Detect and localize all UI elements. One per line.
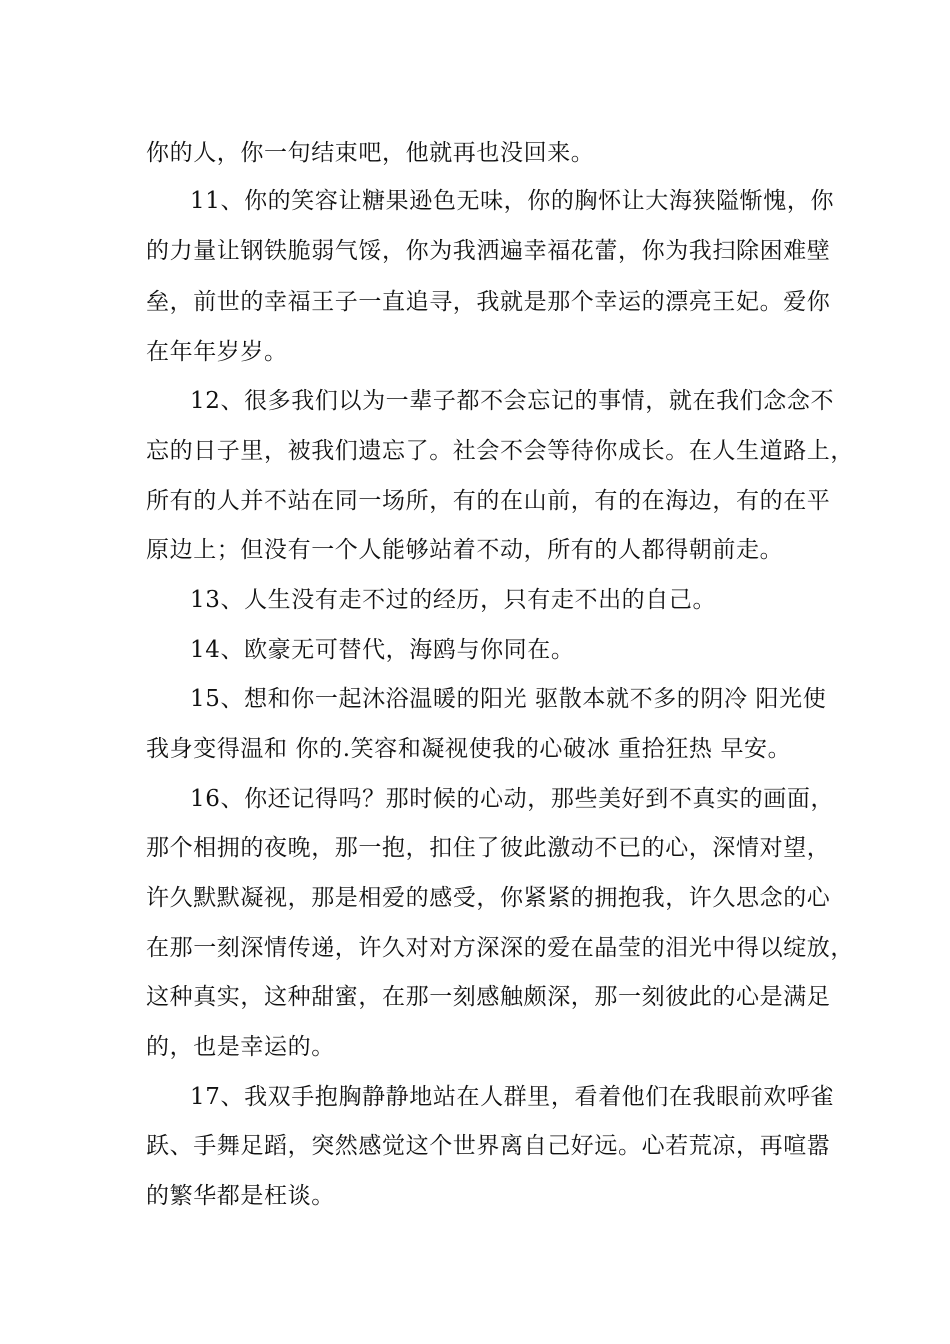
text-line: 的，也是幸运的。 bbox=[146, 1034, 335, 1060]
text-line: 14、欧豪无可替代，海鸥与你同在。 bbox=[190, 637, 575, 663]
text-line: 17、我双手抱胸静静地站在人群里，看着他们在我眼前欢呼雀 bbox=[190, 1084, 835, 1110]
text-line: 跃、手舞足蹈，突然感觉这个世界离自己好远。心若荒凉，再喧嚣 bbox=[146, 1133, 831, 1159]
text-line: 原边上；但没有一个人能够站着不动，所有的人都得朝前走。 bbox=[146, 537, 784, 563]
text-line: 忘的日子里，被我们遗忘了。社会不会等待你成长。在人生道路上， bbox=[146, 438, 854, 464]
text-line: 所有的人并不站在同一场所，有的在山前，有的在海边，有的在平 bbox=[146, 488, 831, 514]
text-line: 许久默默凝视，那是相爱的感受，你紧紧的拥抱我，许久思念的心 bbox=[146, 885, 831, 911]
text-line: 13、人生没有走不过的经历，只有走不出的自己。 bbox=[190, 587, 717, 613]
text-line: 垒，前世的幸福王子一直追寻，我就是那个幸运的漂亮王妃。爱你 bbox=[146, 289, 831, 315]
text-line: 的繁华都是枉谈。 bbox=[146, 1183, 335, 1209]
text-line: 15、想和你一起沐浴温暖的阳光 驱散本就不多的阴冷 阳光使 bbox=[190, 686, 827, 712]
text-line: 在那一刻深情传递，许久对对方深深的爱在晶莹的泪光中得以绽放， bbox=[146, 935, 854, 961]
text-line: 这种真实，这种甜蜜，在那一刻感触颇深，那一刻彼此的心是满足 bbox=[146, 984, 831, 1010]
text-line: 你的人，你一句结束吧，他就再也没回来。 bbox=[146, 140, 595, 166]
text-line: 11、你的笑容让糖果逊色无味，你的胸怀让大海狭隘惭愧，你 bbox=[190, 188, 835, 214]
text-line: 12、很多我们以为一辈子都不会忘记的事情，就在我们念念不 bbox=[190, 388, 835, 414]
text-line: 16、你还记得吗？那时候的心动，那些美好到不真实的画面， bbox=[190, 786, 835, 812]
text-line: 在年年岁岁。 bbox=[146, 339, 288, 365]
text-line: 我身变得温和 你的.笑容和凝视使我的心破冰 重拾狂热 早安。 bbox=[146, 736, 792, 762]
text-line: 的力量让钢铁脆弱气馁，你为我洒遍幸福花蕾，你为我扫除困难壁 bbox=[146, 238, 831, 264]
text-line: 那个相拥的夜晚，那一抱，扣住了彼此激动不已的心，深情对望， bbox=[146, 835, 831, 861]
